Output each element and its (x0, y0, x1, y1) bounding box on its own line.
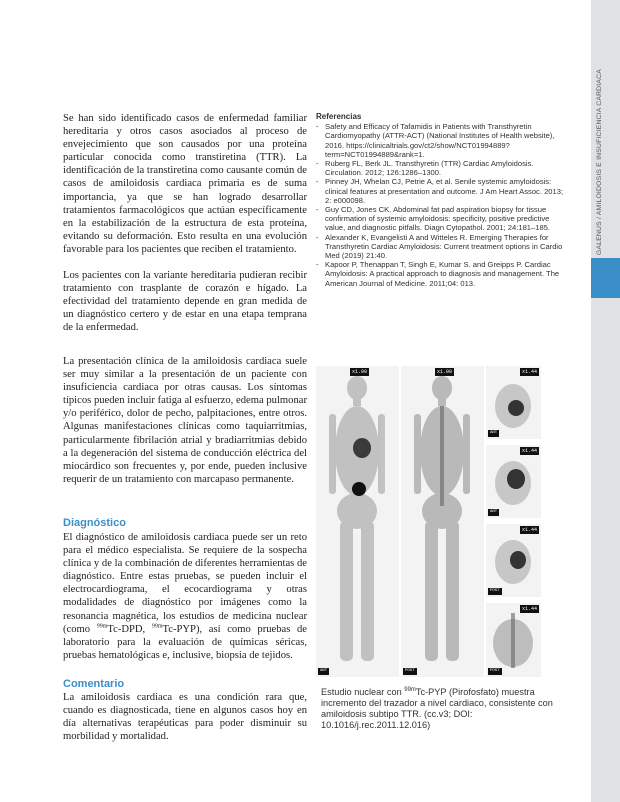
diag-text-a: El diagnóstico de amiloidosis cardiaca puede ser un reto para el médico especialista. Se requiere de la sospecha clínica y de la combinación de diferentes herramientas de diagnóstico. Entre estas pruebas, se pueden incluir el electrocardiograma, el ecocardiograma y otras modalidades de diagnóstico por imágenes como la resonancia magnética, los estudios de medicina nuclear (como (63, 532, 307, 635)
paragraph-treatment: Los pacientes con la variante hereditaria pudieran recibir tratamiento con trasplante de corazón e hígado. La efectividad del tratamiento depende en gran medida de un diagnóstico certero y de estar en una etapa temprana de la enfermedad. (63, 270, 307, 334)
page-number: 39 (10, 268, 29, 288)
paragraph-diagnostico (63, 531, 307, 662)
spot-image-4 (486, 603, 541, 677)
post-label: POST (405, 669, 415, 673)
paragraph-ttr: Se han sido identificado casos de enfermedad familiar hereditaria y otros casos asociados al proceso de envejecimiento que son causados por una proteína particular conocida como transtiretina (TTR). La identificación de la transtiretina como causante común de casos de amiloidosis cardiaca primaria es de suma importancia, ya que se han logrado desarrollar tratamientos farmacológicos que actúan específicamente en la estabilización de la estructura de esta proteína, evitando su deformación. Esto resulta en una evolución favorable para los pacientes que reciben el tratamiento. (63, 113, 307, 255)
spot-view-1 (486, 366, 541, 439)
reference-item: - Guy CD, Jones CK. Abdominal fat pad aspiration biopsy for tissue confirmation of systemic amyloidosis: specificity, positive predictive value, and diagnostic pitfalls. Diagn Cytopathol. 2001; 24:181–185. (316, 205, 570, 233)
scale-badge: x1.44 (521, 369, 537, 375)
page-number-box (591, 258, 620, 298)
whole-body-anterior-scan (316, 366, 399, 677)
sup-99m-1: 99m (96, 623, 108, 630)
caption-prefix: Estudio nuclear con (321, 687, 405, 697)
ant-label: ANT (320, 669, 328, 673)
reference-item: - Alexander K, Evangelisti A and Witteles R. Emerging Therapies for Transthyretin Cardiac Amyloidosis: Current treatment options in Cardio Med (2019) 21:40. (316, 233, 570, 261)
caption-sup: 99m (404, 686, 416, 693)
ant-label: ANT (490, 431, 498, 435)
caption-rest: Tc-PYP (Pirofosfato) muestra incremento del trazador a nivel cardiaco, consistente con amiloidosis subtipo TTR. (cc.v3; DOI: 10.1016/j.rec.2011.12.016) (321, 687, 553, 730)
spot-view-4 (486, 603, 541, 677)
nuclear-scan-figure (316, 366, 573, 677)
reference-item: - Pinney JH, Whelan CJ, Petrie A, et al. Senile systemic amyloidosis: clinical features at presentation and outcome. J Am Heart Assoc. 2013; 2: e000098. (316, 177, 570, 205)
scale-badge: x1.00 (437, 369, 453, 375)
scale-badge: x1.44 (521, 448, 537, 454)
anterior-body-silhouette (316, 366, 399, 677)
scale-badge: x1.44 (521, 606, 537, 612)
heading-comentario: Comentario (63, 678, 125, 690)
ant-label: ANT (490, 510, 498, 514)
paragraph-comentario: La amiloidosis cardiaca es una condición rara que, cuando es diagnosticada, tiene en algunos casos hoy en día alternativas terapéuticas para poder disminuir su morbilidad y mortalidad. (63, 692, 307, 743)
heading-diagnostico: Diagnóstico (63, 517, 126, 529)
spot-image-2 (486, 445, 541, 518)
references-title: Referencias (316, 112, 362, 121)
diag-text-b: Tc-DPD, (107, 623, 152, 635)
spot-image-3 (486, 524, 541, 597)
sup-99m-2: 99m (151, 623, 163, 630)
spot-view-2 (486, 445, 541, 518)
running-head: GALENUS / AMILOIDOSIS E INSUFICIENCIA CARDIACA (596, 69, 603, 255)
whole-body-posterior-scan (401, 366, 484, 677)
posterior-body-silhouette (401, 366, 484, 677)
spot-view-3 (486, 524, 541, 597)
figure-caption (321, 687, 571, 731)
scale-badge: x1.00 (352, 369, 368, 375)
paragraph-clinical: La presentación clínica de la amiloidosis cardiaca suele ser muy similar a la presentación de un paciente con insuficiencia cardiaca por otras causas. Los síntomas típicos pueden incluir fatiga al esfuerzo, edema pulmonar y/o periférico, dolor de pecho, palpitaciones, entre otros. Algunas manifestaciones clínicas como taquiarritmias, particularmente fibrilación atrial y bradiarritmias debido a la degeneración del sistema de conducción eléctrica del miocárdico son frecuentes y, por ende, pueden inclusive requerir de un tratamiento con marcapaso permanente. (63, 356, 307, 485)
post-label: POST (490, 589, 500, 593)
references (316, 112, 570, 288)
references-list (316, 122, 570, 288)
scale-badge: x1.44 (521, 527, 537, 533)
reference-item: - Kapoor P, Thenappan T, Singh E, Kumar S. and Greipps P. Cardiac Amyloidosis: A practical approach to diagnosis and management. The American Journal of Medicine. 2011;04: 013. (316, 260, 570, 288)
post-label: POST (490, 669, 500, 673)
diag-text-c: Tc-PYP), así como pruebas de laboratorio para la evaluación de químicas séricas, pruebas hematológicas e, inclusive, biopsia de tejidos. (63, 623, 308, 661)
spot-image-1 (486, 366, 541, 439)
reference-item: - Ruberg FL, Berk JL. Transthyretin (TTR) Cardiac Amyloidosis. Circulation. 2012; 126:1286–1300. (316, 159, 570, 177)
reference-item: - Safety and Efficacy of Tafamidis in Patients with Transthyretin Cardiomyopathy (ATTR-ACT) (National Institutes of Health website), 2016. https://clinicaltrials.gov/ct2/show/NCT01994889?term=NCT01994889&rank=1. (316, 122, 570, 159)
